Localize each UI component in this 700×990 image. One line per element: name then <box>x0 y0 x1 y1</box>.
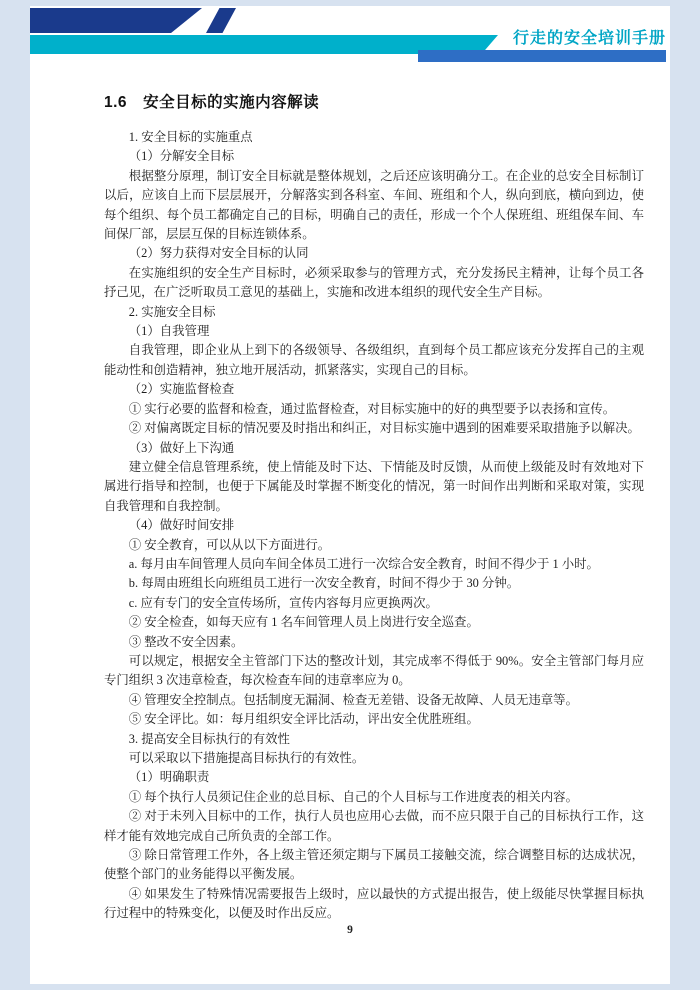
paragraph: （1）自我管理 <box>128 324 210 339</box>
paragraph: ④ 如果发生了特殊情况需要报告上级时，应以最快的方式提出报告，使上级能尽快掌握目标执行过程中的特殊变化，以便及时作出反应。 <box>104 886 644 921</box>
manual-title: 行走的安全培训手册 <box>512 30 666 47</box>
paragraph: （1）分解安全目标 <box>128 149 235 164</box>
paragraph: 可以规定，根据安全主管部门下达的整改计划，其完成率不得低于 90%。安全主管部门每月应专门组织 3 次违章检查，每次检查车间的违章率应为 0。 <box>104 653 644 688</box>
paragraph: b. 每周由班组长向班组员工进行一次安全教育，时间不得少于 30 分钟。 <box>128 576 520 591</box>
page-number: 9 <box>347 924 353 936</box>
section-title: 安全目标的实施内容解读 <box>143 94 320 111</box>
paragraph: ③ 整改不安全因素。 <box>128 634 244 649</box>
paragraph: ① 实行必要的监督和检查，通过监督检查，对目标实施中的好的典型要予以表扬和宣传。 <box>128 401 616 416</box>
paragraph: ① 每个执行人员须记住企业的总目标、自己的个人目标与工作进度表的相关内容。 <box>128 789 578 804</box>
paragraph: a. 每月由车间管理人员向车间全体员工进行一次综合安全教育，时间不得少于 1 小时。 <box>128 556 599 571</box>
paragraph: ② 对于未列入目标中的工作，执行人员也应用心去做，而不应只限于自己的目标执行工作，这样才能有效地完成自己所负责的全部工作。 <box>104 809 644 843</box>
paragraph: 3. 提高安全目标执行的有效性 <box>128 731 290 746</box>
page-footer <box>30 920 670 938</box>
paragraph: c. 应有专门的安全宣传场所，宣传内容每月应更换两次。 <box>128 595 438 610</box>
paragraph: ① 安全教育，可以从以下方面进行。 <box>128 537 331 552</box>
paragraph: （2）实施监督检查 <box>128 382 235 397</box>
paragraph: 在实施组织的安全生产目标时，必须采取参与的管理方式，充分发扬民主精神，让每个员工各抒己见，在广泛听取员工意见的基础上，实施和改进本组织的现代安全生产目标。 <box>104 265 644 300</box>
section-number: 1.6 <box>104 94 128 111</box>
body-paragraphs <box>104 128 644 924</box>
paragraph: （4）做好时间安排 <box>128 518 235 533</box>
paragraph: 可以采取以下措施提高目标执行的有效性。 <box>128 751 365 765</box>
blue-bar-shape <box>418 50 666 62</box>
paragraph: （1）明确职责 <box>128 770 210 785</box>
paragraph: （2）努力获得对安全目标的认同 <box>128 246 309 261</box>
navy-banner-shape <box>30 8 202 33</box>
paragraph: 根据整分原理，制订安全目标就是整体规划，之后还应该明确分工。在企业的总安全目标制订以后，应该自上而下层层展开，分解落实到各科室、车间、班组和个人，纵向到底，横向到边，使每个组织、每个员工都确定自己的目标，明确自己的责任，形成一个个人保班组、班组保车间、车间保厂部，层层互保的目标连锁体系。 <box>104 168 644 242</box>
paragraph: 2. 实施安全目标 <box>128 304 216 319</box>
paragraph: ④ 管理安全控制点。包括制度无漏洞、检查无差错、设备无故障、人员无违章等。 <box>128 692 578 707</box>
document-page <box>30 6 670 984</box>
page-header <box>30 6 670 64</box>
page-body <box>30 64 670 924</box>
paragraph: 1. 安全目标的实施重点 <box>128 130 253 144</box>
section-heading <box>104 90 644 112</box>
paragraph: ③ 除日常管理工作外，各上级主管还须定期与下属员工接触交流，综合调整目标的达成状况，使整个部门的业务能得以平衡发展。 <box>104 848 644 882</box>
paragraph: 建立健全信息管理系统，使上情能及时下达、下情能及时反馈，从而使上级能及时有效地对下属进行指导和控制，也便于下属能及时掌握不断变化的情况，第一时间作出判断和采取对策，实现自我管理和自我控制。 <box>104 459 644 513</box>
paragraph: （3）做好上下沟通 <box>128 440 235 455</box>
paragraph: ⑤ 安全评比。如：每月组织安全评比活动，评出安全优胜班组。 <box>128 712 479 727</box>
navy-banner-sliver <box>206 8 236 33</box>
paragraph: 自我管理，即企业从上到下的各级领导、各级组织，直到每个员工都应该充分发挥自己的主观能动性和创造精神，独立地开展活动，抓紧落实，实现自己的目标。 <box>104 343 644 377</box>
paragraph: ② 安全检查，如每天应有 1 名车间管理人员上岗进行安全巡查。 <box>128 615 479 630</box>
paragraph: ② 对偏离既定目标的情况要及时指出和纠正，对目标实施中遇到的困难要采取措施予以解决。 <box>128 421 640 436</box>
